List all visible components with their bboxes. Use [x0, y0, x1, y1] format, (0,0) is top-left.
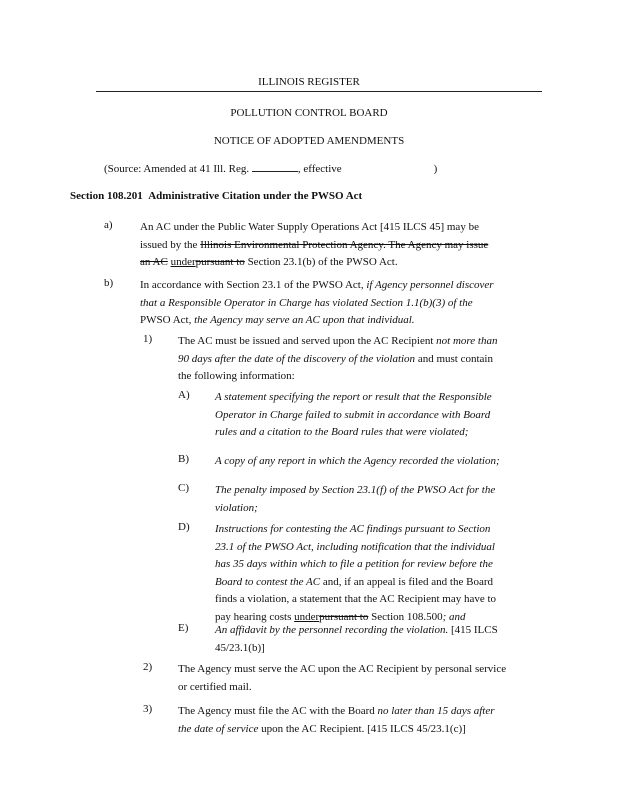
B-line-1: A copy of any report in which the Agency recorded the violation;: [215, 455, 500, 467]
source-prefix: (Source: Amended at 41 Ill. Reg.: [104, 163, 252, 175]
D-line-3: has 35 days within which to file a petition for review before the: [215, 558, 493, 570]
item-D-label: D): [178, 521, 190, 533]
subsection-a-label: a): [104, 219, 113, 231]
item-E-text: [215, 622, 535, 657]
D-line-4: Board to contest the AC and, if an appeal is filed and the Board: [215, 575, 493, 588]
item-A-text: [215, 389, 535, 442]
section-title: Administrative Citation under the PWSO Act: [148, 190, 363, 202]
D-inserted-text: under: [294, 610, 320, 623]
item-B-label: B): [178, 453, 189, 465]
b-line-1: In accordance with Section 23.1 of the PWSO Act, if Agency personnel discover: [140, 279, 494, 291]
E-line-1: An affidavit by the personnel recording the violation. [415 ILCS: [215, 624, 498, 636]
a-line-2: issued by the Illinois Environmental Protection Agency. The Agency may issue: [140, 238, 489, 251]
b3-line-2: the date of service upon the AC Recipient. [415 ILCS 45/23.1(c)]: [178, 722, 466, 735]
board-title: POLLUTION CONTROL BOARD: [230, 107, 388, 119]
item-2-label: 2): [143, 661, 153, 673]
subsection-b-text: [140, 277, 520, 330]
source-close: ): [433, 163, 438, 175]
a-inserted-text: under: [170, 256, 196, 268]
D-line-6: pay hearing costs underpursuant to Section 108.500; and: [215, 610, 466, 623]
item-A-label: A): [178, 389, 190, 401]
A-line-3: rules and a citation to the Board rules that were violated;: [215, 426, 469, 438]
b3-line-1: The Agency must file the AC with the Board no later than 15 days after: [178, 705, 495, 717]
item-C-label: C): [178, 482, 189, 494]
subsection-b-label: b): [104, 277, 114, 289]
item-2-text: [178, 661, 558, 696]
C-line-2: violation;: [215, 501, 258, 514]
b-line-3: PWSO Act, the Agency may serve an AC upon that individual.: [140, 314, 415, 326]
item-D-text: [215, 521, 535, 626]
b1-line-2: 90 days after the date of the discovery of the violation and must contain: [178, 352, 493, 365]
source-blank: [252, 162, 298, 172]
source-effective: , effective: [297, 163, 342, 175]
section-number: Section 108.201: [70, 190, 143, 202]
b2-line-1: The Agency must serve the AC upon the AC Recipient by personal service: [178, 663, 507, 675]
a-deleted-text: Illinois Environmental Protection Agency. The Agency may issue: [200, 238, 489, 251]
b2-line-2: or certified mail.: [178, 680, 252, 693]
b1-line-3: the following information:: [178, 370, 295, 382]
E-line-2: 45/23.1(b)]: [215, 641, 265, 654]
D-line-2: 23.1 of the PWSO Act, including notification that the individual: [215, 540, 495, 553]
C-line-1: The penalty imposed by Section 23.1(f) of the PWSO Act for the: [215, 484, 496, 496]
b1-line-1: The AC must be issued and served upon the AC Recipient not more than: [178, 335, 498, 347]
a-line-3: an AC underpursuant to Section 23.1(b) of the PWSO Act.: [140, 256, 398, 268]
a-line-1: An AC under the Public Water Supply Operations Act [415 ILCS 45] may be: [140, 221, 479, 233]
item-3-text: [178, 703, 558, 738]
register-title: ILLINOIS REGISTER: [258, 76, 360, 88]
D-deleted-text: pursuant to: [319, 610, 369, 623]
A-line-2: Operator in Charge failed to submit in accordance with Board: [215, 408, 491, 421]
item-C-text: [215, 482, 535, 517]
item-3-label: 3): [143, 703, 153, 715]
b-line-2: that a Responsible Operator in Charge has violated Section 1.1(b)(3) of the: [140, 296, 473, 309]
notice-title: NOTICE OF ADOPTED AMENDMENTS: [213, 135, 405, 147]
section-heading: [70, 190, 362, 202]
subsection-a-text: [140, 219, 520, 272]
D-line-1: Instructions for contesting the AC findings pursuant to Section: [215, 523, 491, 535]
item-B-text: [215, 453, 555, 471]
header-rule: [96, 91, 542, 92]
item-1-label: 1): [143, 333, 153, 345]
A-line-1: A statement specifying the report or result that the Responsible: [215, 391, 492, 403]
item-1-text: [178, 333, 558, 386]
D-line-5: finds a violation, a statement that the AC Recipient may have to: [215, 593, 497, 605]
item-E-label: E): [178, 622, 189, 634]
source-line: [104, 162, 437, 175]
